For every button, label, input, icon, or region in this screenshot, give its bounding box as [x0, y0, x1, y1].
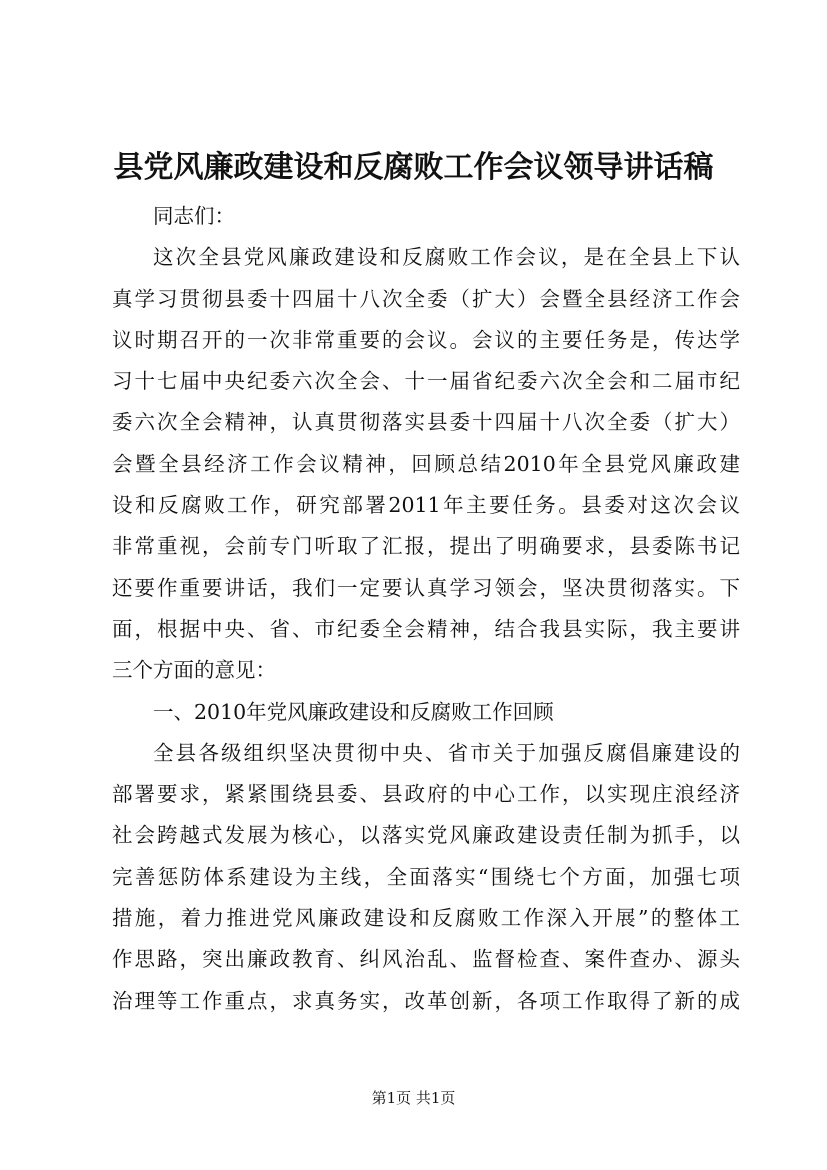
- paragraph-line: 设和反腐败工作，研究部署2011年主要任务。县委对这次会议: [112, 493, 740, 518]
- paragraph-line: 这次全县党风廉政建设和反腐败工作会议，是在全县上下认: [153, 245, 740, 270]
- paragraph-line: 措施，着力推进党风廉政建设和反腐败工作深入开展”的整体工: [112, 906, 740, 931]
- paragraph-line: 还要作重要讲话，我们一定要认真学习领会，坚决贯彻落实。下: [112, 575, 740, 600]
- document-title: 县党风廉政建设和反腐败工作会议领导讲话稿: [113, 150, 714, 185]
- paragraph-line: 议时期召开的一次非常重要的会议。会议的主要任务是，传达学: [112, 327, 740, 352]
- paragraph-line: 三个方面的意见：: [112, 658, 276, 683]
- paragraph-line: 真学习贯彻县委十四届十八次全委（扩大）会暨全县经济工作会: [112, 286, 740, 311]
- paragraph-line: 作思路，突出廉政教育、纠风治乱、监督检查、案件查办、源头: [112, 947, 740, 972]
- paragraph-line: 委六次全会精神，认真贯彻落实县委十四届十八次全委（扩大）: [112, 410, 740, 435]
- paragraph-line: 会暨全县经济工作会议精神，回顾总结2010年全县党风廉政建: [112, 451, 740, 476]
- paragraph-line: 面，根据中央、省、市纪委全会精神，结合我县实际，我主要讲: [112, 616, 740, 641]
- section-heading: 一、2010年党风廉政建设和反腐败工作回顾: [153, 699, 554, 724]
- paragraph-line: 社会跨越式发展为核心，以落实党风廉政建设责任制为抓手，以: [112, 823, 740, 848]
- salutation-line: 同志们：: [153, 204, 235, 228]
- paragraph-line: 习十七届中央纪委六次全会、十一届省纪委六次全会和二届市纪: [112, 369, 740, 394]
- paragraph-line: 治理等工作重点，求真务实，改革创新，各项工作取得了新的成: [112, 988, 740, 1013]
- paragraph-line: 完善惩防体系建设为主线，全面落实“围绕七个方面，加强七项: [112, 864, 740, 889]
- paragraph-line: 部署要求，紧紧围绕县委、县政府的中心工作，以实现庄浪经济: [112, 782, 740, 807]
- paragraph-line: 全县各级组织坚决贯彻中央、省市关于加强反腐倡廉建设的: [153, 740, 740, 765]
- paragraph-line: 非常重视，会前专门听取了汇报，提出了明确要求，县委陈书记: [112, 534, 740, 559]
- document-body: [112, 196, 740, 1022]
- page-footer: 第1页 共1页: [371, 1089, 456, 1107]
